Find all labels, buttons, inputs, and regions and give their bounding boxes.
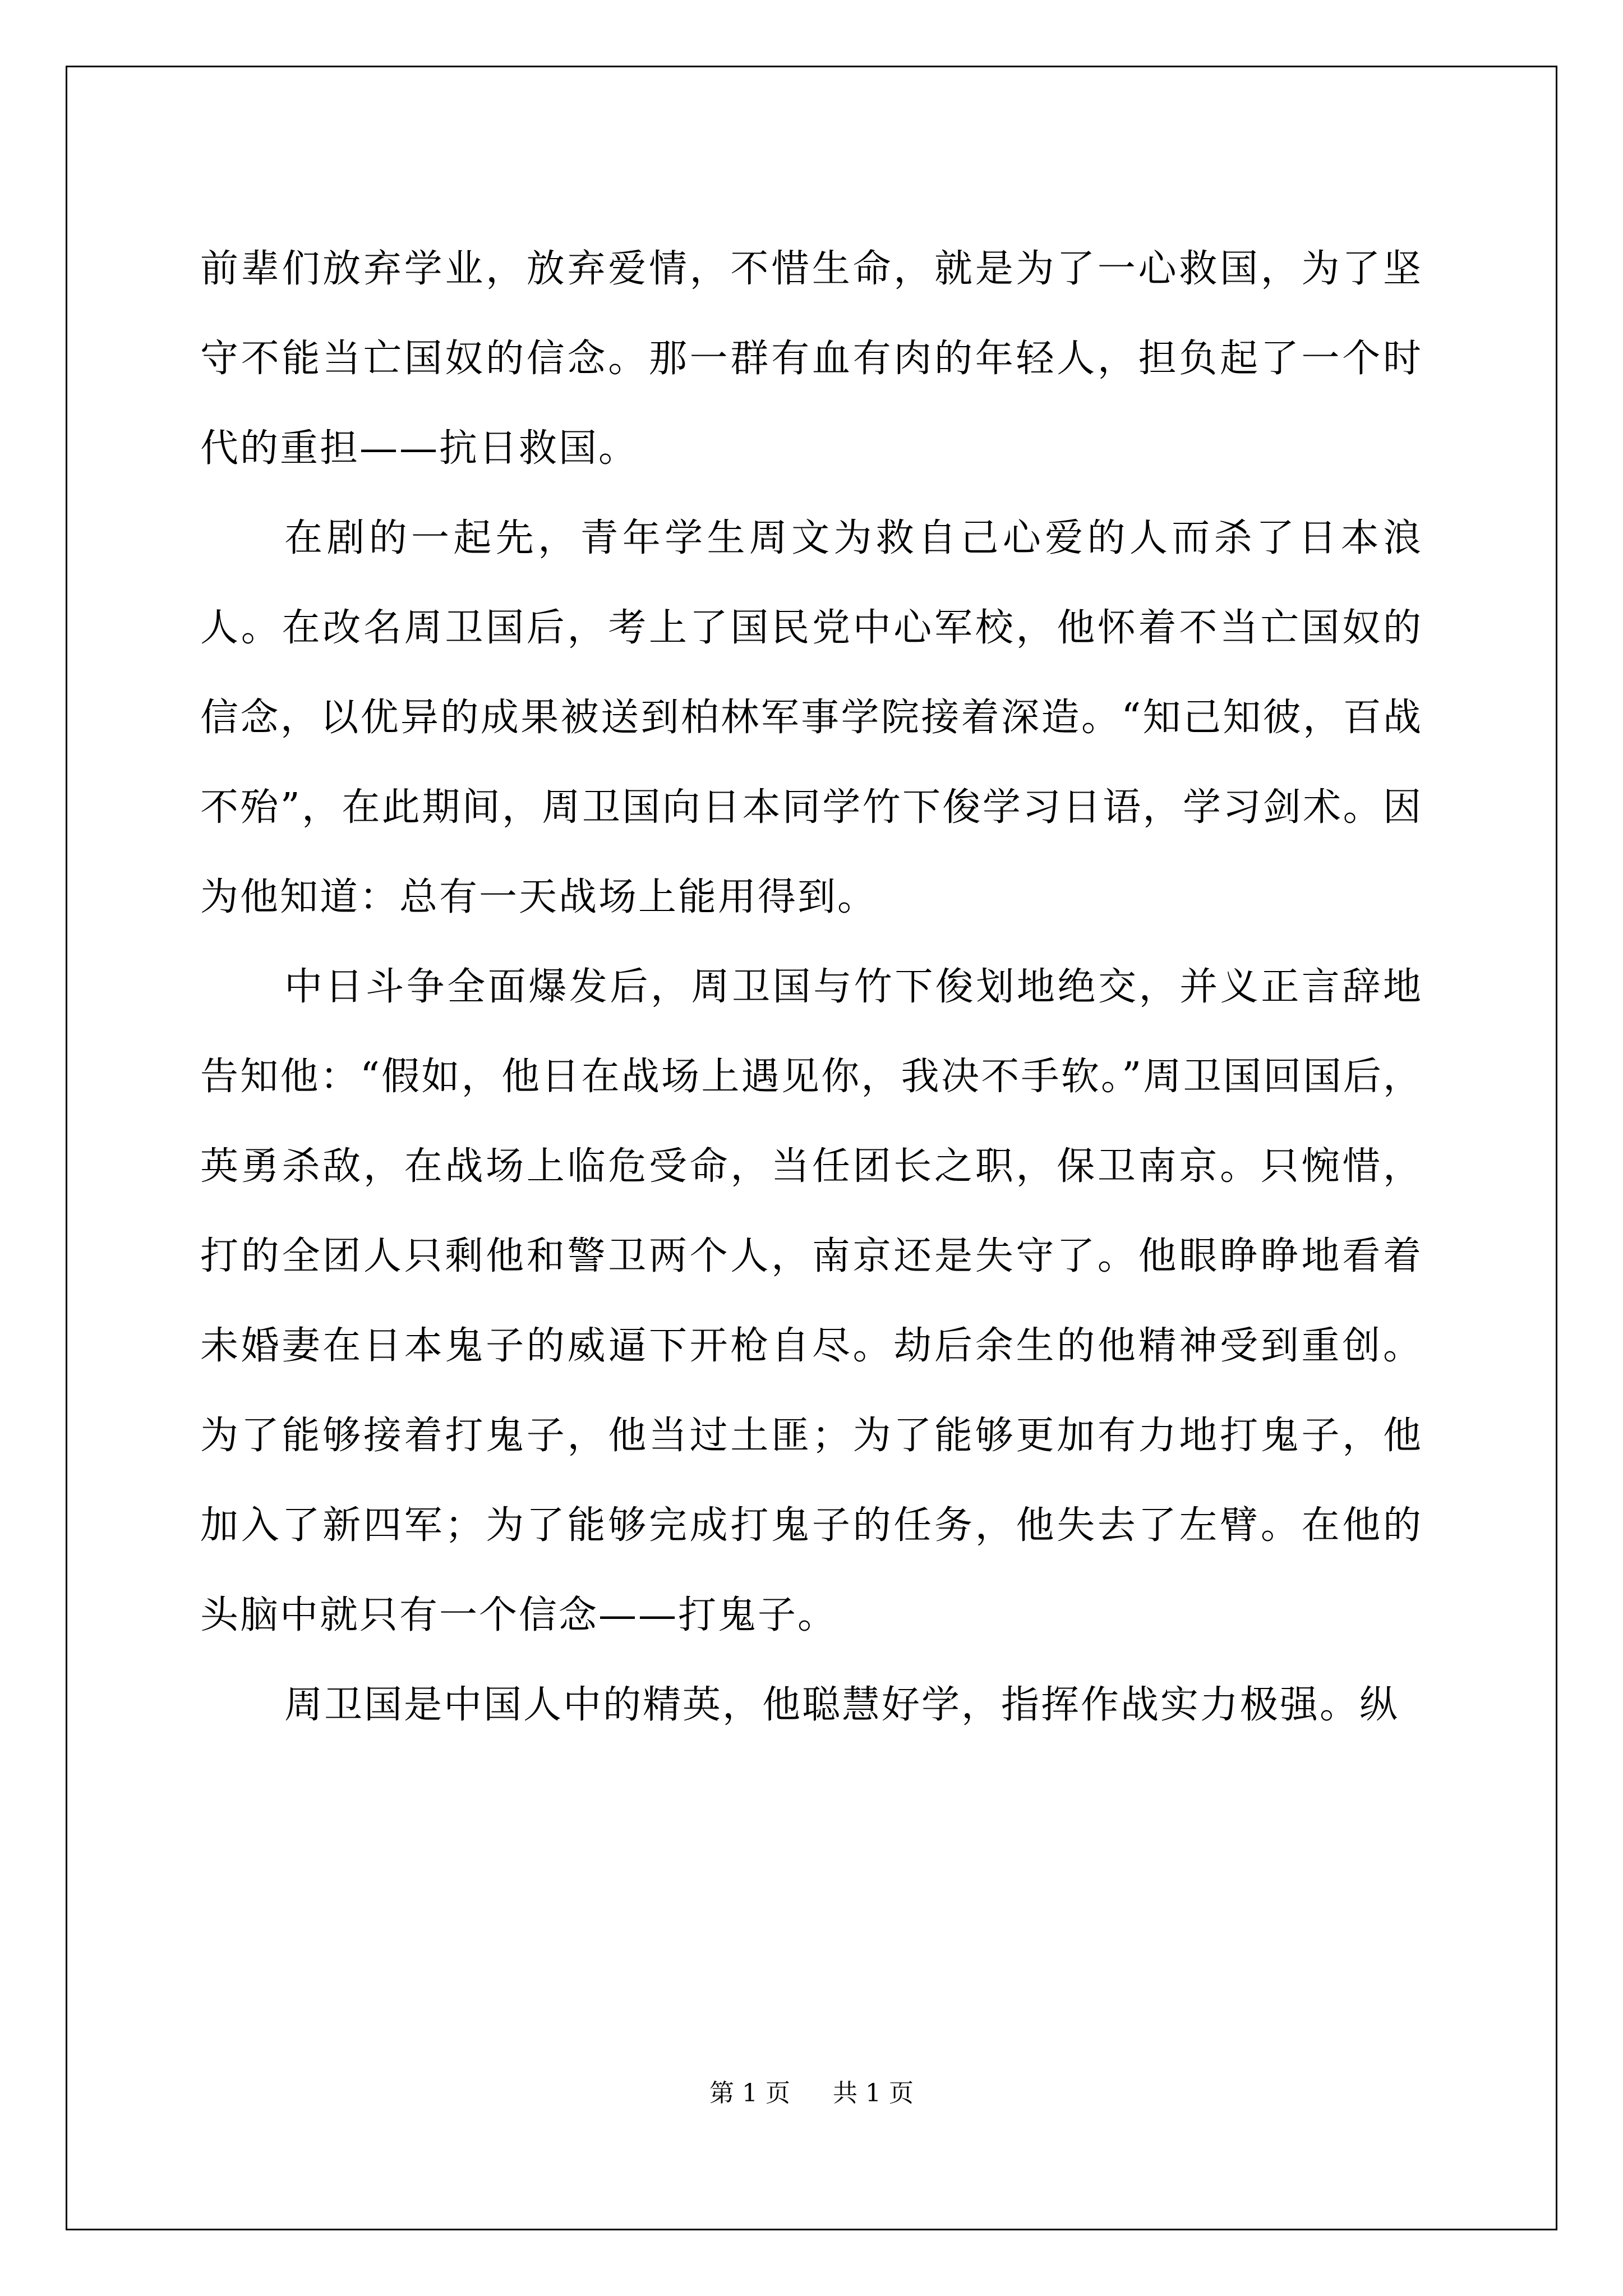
- paragraph-2: 在剧的一起先，青年学生周文为救自己心爱的人而杀了日本浪人。在改名周卫国后，考上了国民党中心军校，他怀着不当亡国奴的信念，以优异的成果被送到柏林军事学院接着深造。“知己知彼，百战不殆”，在此期间，周卫国向日本同学竹下俊学习日语，学习剑术。因为他知道：总有一天战场上能用得到。: [200, 516, 1423, 919]
- page-total: 共 1 页: [833, 2079, 914, 2108]
- document-body: [200, 224, 1423, 1750]
- paragraph-3: 中日斗争全面爆发后，周卫国与竹下俊划地绝交，并义正言辞地告知他：“假如，他日在战场上遇见你，我决不手软。”周卫国回国后，英勇杀敌，在战场上临危受命，当任团长之职，保卫南京。只惋惜，打的全团人只剩他和警卫两个人，南京还是失守了。他眼睁睁地看着未婚妻在日本鬼子的威逼下开枪自尽。劫后余生的他精神受到重创。为了能够接着打鬼子，他当过土匪；为了能够更加有力地打鬼子，他加入了新四军；为了能够完成打鬼子的任务，他失去了左臂。在他的头脑中就只有一个信念——打鬼子。: [200, 965, 1423, 1637]
- page-number: 第 1 页: [709, 2079, 790, 2108]
- page-footer: [0, 2073, 1623, 2109]
- paragraph-1: 前辈们放弃学业，放弃爱情，不惜生命，就是为了一心救国，为了坚守不能当亡国奴的信念。那一群有血有肉的年轻人，担负起了一个时代的重担——抗日救国。: [200, 247, 1423, 471]
- paragraph-4: 周卫国是中国人中的精英，他聪慧好学，指挥作战实力极强。纵: [284, 1683, 1400, 1727]
